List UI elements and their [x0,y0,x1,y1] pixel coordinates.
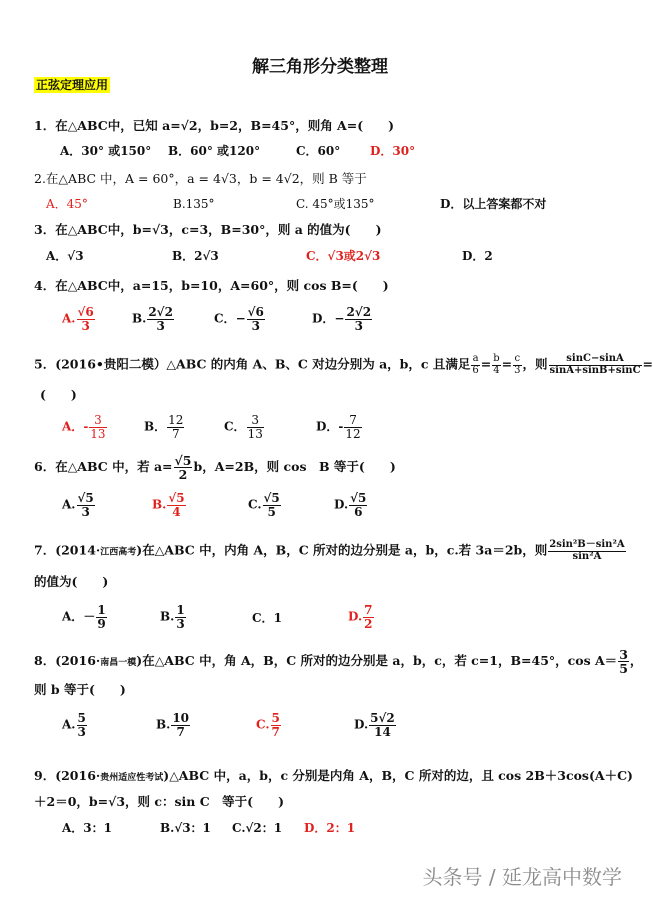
question-7-stem: 7．(2014·江西高考)在△ABC 中，内角 A，B，C 所对的边分别是 a，b，c.若 3a＝2b，则 $\frac{\text{2sin²B－sin²A}}{\text{sin²A}}$ [34,539,625,562]
question-1-stem: 1．在△ABC中，已知 a=√2，b=2，B=45°，则角 A=( ) [34,118,395,133]
question-8-stem: 8．(2016·南昌一模)在△ABC 中，角 A，B，C 所对的边分别是 a，b，c，若 c=1，B=45°，cos A＝ $\frac{3}{5}$ ， [34,647,643,677]
question-9-stem-line2: ＋2＝0，b=√3，则 c：sin C 等于( ) [34,794,284,809]
question-5-stem-line2: ( ) [40,387,77,402]
q9-option-b: B.√3：1 [160,821,211,835]
q5-option-a-answer: A．- $\frac{3}{13}$ [62,413,106,441]
q3-option-d: D．2 [462,249,493,263]
q5-option-c: C． $\frac{3}{13}$ [224,413,263,441]
q3-option-c-answer: C．√3或2√3 [306,249,381,263]
question-4-stem: 4．在△ABC中，a=15，b=10，A=60°，则 cos B=( ) [34,278,389,293]
q8-option-d: D. $\frac{5√2}{14}$ [354,711,395,739]
question-8-stem-line2: 则 b 等于( ) [34,682,126,697]
q5-option-d: D．- $\frac{7}{12}$ [316,413,361,441]
question-6-stem: 6．在△ABC 中，若 a= $\frac{√5}{2}$ b，A=2B，则 cos B 等于( ) [34,453,396,483]
q4-option-d: D．− $\frac{2√2}{3}$ [312,305,372,333]
q2-option-d: D．以上答案都不对 [440,197,547,211]
q5-option-b: B． $\frac{12}{7}$ [144,413,184,441]
q6-option-c: C. $\frac{√5}{5}$ [248,491,280,519]
q9-option-a: A．3：1 [62,821,113,835]
question-2-stem: 2.在△ABC 中，A = 60°，a = 4√3，b = 4√2，则 B 等于 [34,171,367,186]
watermark-text: 头条号 / 延龙高中数学 [422,865,622,889]
q8-option-c-answer: C. $\frac{5}{7}$ [256,711,280,739]
q1-option-b: B．60° 或120° [168,144,261,158]
q3-option-b: B．2√3 [172,249,219,263]
q3-option-a: A．√3 [46,249,84,263]
q6-option-d: D. $\frac{√5}{6}$ [334,491,367,519]
q2-option-b: B.135° [173,197,215,211]
q7-option-d-answer: D. $\frac{7}{2}$ [348,603,373,631]
q1-option-a: A．30° 或150° [60,144,152,158]
q2-option-c: C. 45°或135° [296,197,375,211]
q1-option-d-answer: D．30° [370,144,416,158]
question-3-stem: 3．在△ABC中，b=√3，c=3，B=30°，则 a 的值为( ) [34,222,382,237]
q7-option-a: A．－ $\frac{1}{9}$ [62,603,106,631]
question-9-stem: 9．(2016·贵州适应性考试)△ABC 中，a，b，c 分别是内角 A，B，C 所对的边，且 cos 2B＋3cos(A＋C) [34,768,633,783]
question-7-stem-line2: 的值为( ) [34,574,109,589]
q4-option-c: C．− $\frac{√6}{3}$ [214,305,264,333]
q6-option-b-answer: B. $\frac{√5}{4}$ [152,491,185,519]
q4-option-a-answer: A. $\frac{√6}{3}$ [62,305,94,333]
question-5-stem: 5．(2016•贵阳二模）△ABC 的内角 A、B、C 对边分别为 a，b，c 且满足 $\frac{a}{6}$ = $\frac{b}{4}$ = $\frac{c}{3}$ ，则 $\frac{\sin C-\sin A}{\sin A+\sin B+\sin C}$ = [34,353,653,376]
q7-option-b: B. $\frac{1}{3}$ [160,603,185,631]
q9-option-d-answer: D．2：1 [304,821,356,835]
q8-option-b: B. $\frac{10}{7}$ [156,711,190,739]
q1-option-c: C．60° [296,144,341,158]
section-label: 正弦定理应用 [36,78,109,92]
q9-option-c: C.√2：1 [232,821,283,835]
q4-option-b: B. $\frac{2√2}{3}$ [132,305,173,333]
q2-option-a-answer: A．45° [46,197,88,211]
q8-option-a: A. $\frac{5}{3}$ [62,711,86,739]
page-title: 解三角形分类整理 [252,57,388,77]
q7-option-c: C．1 [252,611,282,625]
q6-option-a: A. $\frac{√5}{3}$ [62,491,94,519]
